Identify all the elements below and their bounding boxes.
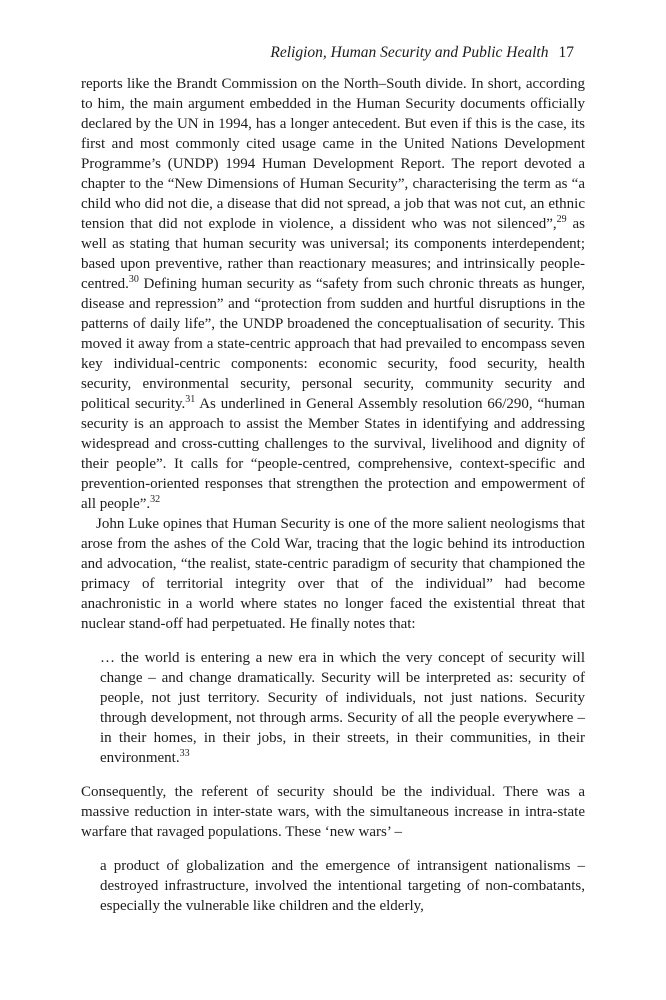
text-run: Defining human security as “safety from such chronic threats as hunger, disease and repression” and “protection from sudden and hurtful disruptions in the patterns of daily life”, the UNDP broadened the conceptualisation of security. This moved it away from a state-centric approach that had prevailed to encompass seven key individual-centric components: economic security, food security, health security, environmental security, personal security, community security and political security.: [81, 276, 585, 412]
footnote-marker: 29: [556, 214, 567, 225]
block-quote: [100, 648, 585, 768]
running-header: [270, 44, 574, 62]
paragraph: [81, 514, 585, 634]
footnote-marker: 31: [185, 394, 196, 405]
paragraph: [81, 782, 585, 842]
text-run: as well as stating that human security was universal; its components interdependent; based upon preventive, rather than reactionary measures; and intrinsically people-centred.: [81, 216, 585, 292]
text-run: a product of globalization and the emergence of intransigent nationalisms – destroyed infrastructure, involved the intentional targeting of non-combatants, especially the vulnerable like children and the elderly,: [100, 858, 585, 914]
block-quote: [100, 856, 585, 916]
text-run: As underlined in General Assembly resolution 66/290, “human security is an approach to assist the Member States in identifying and addressing widespread and cross-cutting challenges to the survival, livelihood and dignity of their people”. It calls for “people-centred, comprehensive, context-specific and prevention-oriented responses that strengthen the protection and empowerment of all people”.: [81, 396, 585, 512]
footnote-marker: 32: [150, 494, 161, 505]
page-number: 17: [558, 44, 574, 61]
paragraph: [81, 74, 585, 514]
body-text: [81, 74, 585, 916]
text-run: Consequently, the referent of security should be the individual. There was a massive reduction in inter-state wars, with the simultaneous increase in intra-state warfare that ravaged populations. These ‘new wars’ –: [81, 784, 585, 840]
text-run: … the world is entering a new era in which the very concept of security will change – and change dramatically. Security will be interpreted as: security of people, not just territory. Security of individuals, not just nations. Security through development, not through arms. Security of all the people everywhere – in their homes, in their jobs, in their streets, in their communities, in their environment.: [100, 650, 585, 766]
text-run: John Luke opines that Human Security is one of the more salient neologisms that arose from the ashes of the Cold War, tracing that the logic behind its introduction and advocation, “the realist, state-centric paradigm of security that championed the primacy of territorial integrity over that of the individual” had become anachronistic in a world where states no longer faced the existential threat that nuclear stand-off had perpetuated. He finally notes that:: [81, 516, 585, 632]
running-title: Religion, Human Security and Public Health: [270, 44, 549, 61]
text-run: reports like the Brandt Commission on the North–South divide. In short, according to him, the main argument embedded in the Human Security documents officially declared by the UN in 1994, has a longer antecedent. But even if this is the case, its first and most commonly cited usage came in the United Nations Development Programme’s (UNDP) 1994 Human Development Report. The report devoted a chapter to the “New Dimensions of Human Security”, characterising the term as “a child who did not die, a disease that did not spread, a job that was not cut, an ethnic tension that did not explode in violence, a dissident who was not silenced”,: [81, 76, 585, 232]
footnote-marker: 33: [179, 748, 190, 759]
footnote-marker: 30: [128, 274, 139, 285]
